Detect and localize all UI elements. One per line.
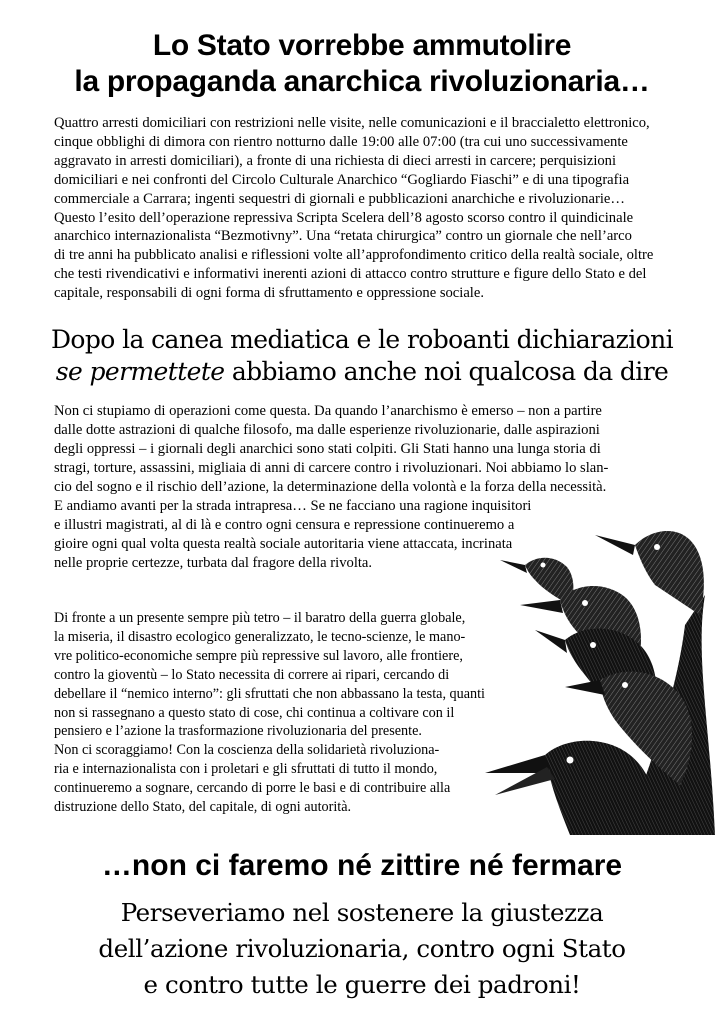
body2-line: la miseria, il disastro ecologico generalizzato, le tecno-scienze, le mano- [54, 628, 466, 645]
intro-line: anarchico internazionalista “Bezmotivny”. Una “retata chirurgica” contro un giornale che nell’arco [54, 228, 632, 245]
body2-line: non si rassegnano a questo stato di cose, chi continua a coltivare con il [54, 704, 455, 721]
subtitle-line-1: Dopo la canea mediatica e le roboanti dichiarazioni [50, 325, 673, 354]
intro-line: Questo l’esito dell’operazione repressiva Scripta Scelera dell’8 agosto scorso contro il quindicinale [54, 209, 634, 226]
body2-line: debellare il “nemico interno”: gli sfruttati che non abbassano la testa, quanti [54, 685, 485, 702]
subtitle-italic: se permettete [55, 357, 225, 386]
body2-line: distruzione dello Stato, del capitale, di ogni autorità. [54, 799, 352, 816]
intro-paragraph [54, 114, 694, 303]
subtitle-rest: abbiamo anche noi qualcosa da dire [224, 357, 669, 386]
body1-wrap-line: nelle proprie certezze, turbata dal fragore della rivolta. [54, 554, 373, 571]
main-title-line-1: Lo Stato vorrebbe ammutolire [152, 29, 572, 62]
section-subtitle [0, 324, 724, 388]
body2-line: Di fronte a un presente sempre più tetro – il baratro della guerra globale, [54, 610, 466, 626]
body-paragraph-1 [54, 402, 694, 497]
subtitle-line-2 [0, 356, 724, 388]
closing-line: dell’azione rivoluzionaria, contro ogni Stato [98, 934, 626, 963]
main-title-line-2: la propaganda anarchica rivoluzionaria… [74, 65, 650, 98]
body1-line: cio del sogno e il rischio dell’azione, la determinazione della volontà e la forza della necessità. [54, 478, 607, 495]
body1-wrap-line: E andiamo avanti per la strada intrapresa… Se ne facciano una ragione inquisitori [54, 498, 532, 514]
intro-line: domiciliari e nei confronti del Circolo Culturale Anarchico “Gogliardo Fiaschi” e di una tipografia [54, 171, 630, 188]
main-title [0, 28, 724, 100]
closing-line: Perseveriamo nel sostenere la giustezza [120, 898, 604, 927]
slogan-heading: …non ci faremo né zittire né fermare [101, 849, 623, 882]
intro-line: Quattro arresti domiciliari con restrizioni nelle visite, nelle comunicazioni e il braccialetto elettronico, [54, 115, 650, 131]
intro-line: di tre anni ha pubblicato analisi e riflessioni volte all’approfondimento critico della realtà sociale, oltre [54, 247, 654, 264]
body2-line: vre politico-economiche sempre più repressive sul lavoro, alle frontiere, [54, 647, 463, 664]
crows-illustration-icon [475, 505, 715, 835]
body2-line: contro la gioventù – lo Stato necessita di correre ai ripari, cercando di [54, 666, 450, 683]
intro-line: commerciale a Carrara; ingenti sequestri di giornali e pubblicazioni anarchiche e rivoluzionarie… [54, 190, 625, 207]
body2-line: pensiero e l’azione la trasformazione rivoluzionaria del presente. [54, 723, 422, 740]
body2-line: Non ci scoraggiamo! Con la coscienza della solidarietà rivoluziona- [54, 742, 440, 759]
body1-line: dalle dotte astrazioni di qualche filosofo, ma dalle esperienze rivoluzionarie, dalle aspirazioni [54, 421, 600, 438]
body1-line: stragi, torture, assassini, migliaia di anni di carcere contro i rivoluzionari. Noi abbiamo lo slan- [54, 459, 609, 476]
intro-line: capitale, responsabili di ogni forma di sfruttamento e oppressione sociale. [54, 285, 484, 302]
closing-statement [0, 895, 724, 1003]
body1-wrap-line: e illustri magistrati, al di là e contro ogni censura e repressione continueremo a [54, 516, 515, 533]
body1-line: Non ci stupiamo di operazioni come questa. Da quando l’anarchismo è emerso – non a partire [54, 403, 602, 419]
body2-line: ria e internazionalista con i proletari e gli sfruttati di tutto il mondo, [54, 761, 438, 778]
body1-wrap-line: gioire ogni qual volta questa realtà sociale autoritaria viene attaccata, incrinata [54, 535, 513, 552]
intro-line: che testi rivendicativi e informativi inerenti azioni di attacco contro strutture e figure dello Stato e del [54, 266, 647, 283]
body2-line: continueremo a sognare, cercando di porre le basi e di contribuire alla [54, 780, 451, 797]
closing-line: e contro tutte le guerre dei padroni! [143, 970, 581, 999]
body1-line: degli oppressi – i giornali degli anarchici sono stati colpiti. Gli Stati hanno una lunga storia di [54, 440, 601, 457]
intro-line: cinque obblighi di dimora con rientro notturno dalle 19:00 alle 07:00 (tra cui uno successivamente [54, 133, 628, 150]
intro-line: aggravato in arresti domiciliari), a fronte di una richiesta di dieci arresti in carcere; perquisizioni [54, 152, 617, 169]
